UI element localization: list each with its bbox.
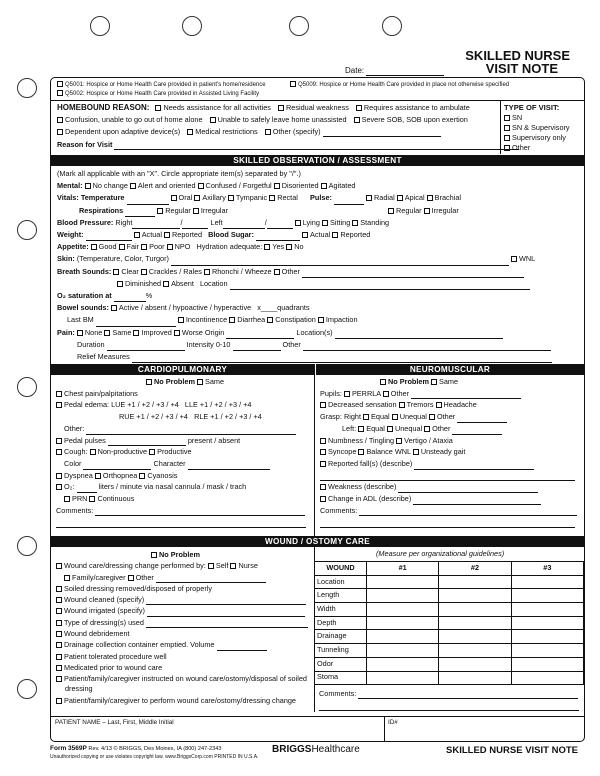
neuro-section: No Problem Same Pupils: PERRLA Other Decreased sensation Tremors Headache Grasp: Right Equal Unequal Other Left: Equal Unequal Other Numbness / Tingling Vertigo / Ataxia Syncope Balance WNL Unsteady gait Reported fall(s) (describe) Weakness (describe) Change in ADL (describe) Comments: <box>320 376 582 528</box>
binder-hole <box>17 679 37 699</box>
id-label: ID# <box>388 719 398 726</box>
form-subtitle: VISIT NOTE <box>485 61 558 76</box>
binder-hole <box>17 536 37 556</box>
q5002-option[interactable]: Q5002: Hospice or Home Health Care provided in Assisted Living Facility <box>57 90 259 98</box>
date-field[interactable] <box>366 69 444 76</box>
binder-hole <box>182 16 202 36</box>
binder-hole <box>17 220 37 240</box>
wound-section: No Problem Wound care/dressing change performed by: Self Nurse Family/caregiver Other Soiled dressing removed/disposed of properly Wound cleaned (specify) Wound irrigated (specify) Type of dressing(s) used Wound debridement Drainage collection container emptied. Volume Patient tolerated procedure well Medicated prior to wound care Patient/family/caregiver instructed on wound care/ostomy/disposal of soiled dressing Patient/family/caregiver to perform wound care/ostomy/dressing change <box>56 549 311 706</box>
reason-for-visit[interactable]: Reason for Visit <box>57 141 519 150</box>
binder-hole <box>90 16 110 36</box>
briggs-logo: BRIGGSHealthcare <box>272 744 360 755</box>
wound-comments[interactable]: Comments: <box>319 690 578 699</box>
homebound-row-1: HOMEBOUND REASON: Needs assistance for all activities Residual weakness Requires assistance to ambulate <box>57 103 470 112</box>
patient-name-label: PATIENT NAME – Last, First, Middle Initial <box>55 719 174 726</box>
form-frame <box>50 77 585 742</box>
skilled-section: (Mark all applicable with an "X". Circle appropriate item(s) separated by "/".) Mental: No change Alert and oriented Confused / Forgetful Disoriented Agitated Vitals: Temperature Oral Axillary Tympanic Rectal Pulse: Radial Apical Brachial Respirations Regular Irregular Regular Irregular Blood Pressure: Right / Left / Lying Sitting Standing Weight: Actual Reported Blood Sugar: Actual Reported Appetite: Good Fair Poor NPO Hydration adequate: Yes No Skin: (Temperature, Color, Turgor) WNL Breath Sounds: Clear Crackles / Rales Rhonchi / Wheeze Other Diminished Absent Location O₂ saturation at % Bowel sounds: Active / absent / hypoactive / hyperactive x____quadrants Last BM Incontinence Diarrhea Constipation Impaction Pain: None Same Improved Worse Origin Location(s) Duration Intensity 0-10 Other Relief Measures <box>57 168 578 363</box>
wound-table: WOUND #1 #2 #3 Location Length Width Depth Drainage Tunneling Odor Stoma <box>314 561 584 685</box>
date-label: Date: <box>345 66 444 76</box>
binder-hole <box>17 78 37 98</box>
form-title: SKILLED NURSE <box>465 48 570 63</box>
skilled-observation-bar: SKILLED OBSERVATION / ASSESSMENT <box>51 155 584 166</box>
binder-hole <box>289 16 309 36</box>
neuromuscular-bar: NEUROMUSCULAR <box>316 364 584 375</box>
q5009-option[interactable]: Q5009: Hospice or Home Health Care provided in place not otherwise specified <box>290 81 509 89</box>
binder-hole <box>17 377 37 397</box>
homebound-row-2: Confusion, unable to go out of home alone Unable to safely leave home unassisted Severe SOB, SOB upon exertion <box>57 116 468 125</box>
cardiopulmonary-bar: CARDIOPULMONARY <box>51 364 314 375</box>
footer-title: SKILLED NURSE VISIT NOTE <box>446 745 578 756</box>
cardio-section: No Problem Same Chest pain/palpitations Pedal edema: LUE +1 / +2 / +3 / +4 LLE +1 / +2 / +3 / +4 RUE +1 / +2 / +3 / +4 RLE +1 / +2 / +3 / +4 Other: Pedal pulses present / absent Cough: Non-productive Productive Color Character Dyspnea Orthopnea Cyanosis O₂: liters / minute via nasal cannula / mask / trach PRN Continuous Comments: <box>56 376 312 528</box>
binder-hole <box>382 16 402 36</box>
copyright-note: Unauthorized copying or use violates copyright law. www.BriggsCorp.com PRINTED IN U.S.A. <box>50 754 259 760</box>
q5001-option[interactable]: Q5001: Hospice or Home Health Care provided in patient's home/residence <box>57 81 266 89</box>
wound-ostomy-bar: WOUND / OSTOMY CARE <box>51 536 584 547</box>
homebound-row-3: Dependent upon adaptive device(s) Medical restrictions Other (specify) <box>57 128 441 137</box>
form-number: Form 3569P Rev. 4/13 © BRIGGS, Des Moines, IA (800) 247-2343 <box>50 745 222 752</box>
measure-note: (Measure per organizational guidelines) <box>376 549 505 558</box>
type-of-visit: TYPE OF VISIT: SN SN & Supervisory Supervisory only Other <box>504 103 570 152</box>
